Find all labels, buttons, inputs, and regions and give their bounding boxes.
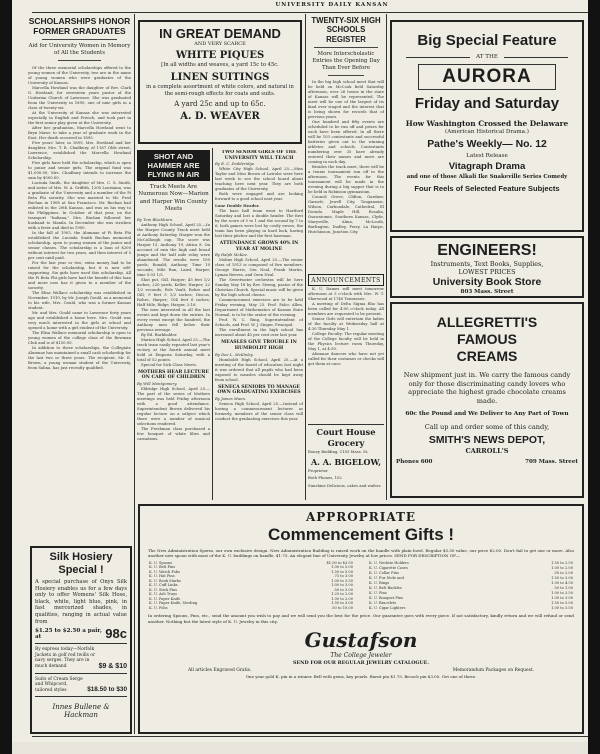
gift-price: 1.50 to 2.50: [551, 561, 573, 566]
gift-name: K. U. Necktie Holders: [369, 561, 409, 566]
feature-reels: Four Reels of Selected Feature Subjects: [414, 184, 560, 193]
bottom-rule: [32, 736, 588, 737]
scholarships-paragraph: In addition to these scholarships, the Collegiate Alumnae has maintained a small cash scholarship for the last two or three years. The recipient, Mr. E. Brown, a young woman student of the University, from Salina, has just recently qualified.: [28, 345, 131, 370]
moline-paragraph: The enrollment in the high school has increased about 40 per cent over last year.: [215, 327, 303, 338]
feature-days: Friday and Saturday: [414, 95, 560, 112]
senior-girls-headline: TWO SENIOR GIRLS OF THE UNIVERSITY WILL TEACH: [221, 150, 297, 161]
gift-price: 1.00 to 5.00: [331, 565, 353, 570]
carrolls-name: CARROLL'S: [465, 447, 509, 456]
gift-price: 1.50 to 3.00: [331, 601, 353, 606]
jackets-description: By express today—Norfolk Jackets in golf red twills or navy serges. They are in much demand: [35, 647, 96, 669]
gift-price: $1.00 to $3.50: [326, 560, 353, 565]
white-piques-heading: WHITE PIQUES: [175, 50, 265, 61]
scholarships-subhead: Aid for University Women in Memory of All the Students: [28, 43, 131, 56]
gift-price: .75 to 3.00: [333, 574, 353, 579]
gift-name: K. U. Book Marks: [149, 578, 181, 583]
gifts-footer: One year gold K. pin in a winner. Bell with gems, key pearls. Burnt pin $1.75, Brooch pin $3.00. Get one of these.: [245, 674, 477, 680]
gift-name: K. U. Belt Buckles: [369, 585, 402, 590]
allegretti-price: 60c the Pound and We Deliver to Any Part of Town: [405, 411, 569, 418]
shot-hammer-byline: By Tom Blackburn.: [137, 216, 174, 222]
moline-headline: ATTENDANCE GROWS 40% IN YEAR AT MOLINE: [219, 241, 299, 252]
seneca-body: [215, 401, 303, 421]
measles-body: [215, 357, 303, 382]
high-schools-headline: TWENTY-SIX HIGH SCHOOLS REGISTER: [311, 16, 381, 44]
gift-name: K. U. Ash Trays: [149, 592, 177, 597]
announcements-section: [308, 274, 384, 422]
shot-hammer-paragraph: By Ed. Burkholder.: [141, 331, 178, 337]
gift-name: K. U. Fur Stole and: [369, 575, 404, 580]
scholarships-paragraph: The Elisa Wallace memorial scholarship is open to young women of the college class of the Bowman Club and is of $150.00.: [28, 330, 131, 345]
moline-paragraph: Prof. W. C. Ring, Superintendent of Schools, and Prof. W. J. Singer, Principal.: [215, 317, 303, 328]
gustafson-tagline: The College Jeweler: [330, 652, 392, 660]
silk-hosiery-ad: [30, 546, 132, 734]
feature-at-the: AT THE: [476, 54, 498, 60]
scholarships-paragraph: The Elisa Wallace scholarship was established in November, 1910, by Mr. Joseph Gould, as a memorial to his wife, Mrs. Gould, who was a former Kansas student.: [28, 290, 131, 310]
scholarships-paragraph: At the University of Kansas she was interested especially in English and French, and took part in the first senior play given at the University.: [28, 110, 131, 125]
announcement-item: Alumnae dancers who have not yet called for their costumes or checks will get them at once.: [308, 351, 384, 366]
mothers-body: [137, 386, 210, 441]
mothers-byline: By Will Montgomery.: [137, 380, 178, 386]
high-schools-paragraph: Council Grove, Clifton, Gardner, Garnett, Jewell City, Tonganoxie, Wilson, Carbondale, Cathedral, El Dorado, Maple Hill, Rosalia, Osawatomie, Southern Kansas, Clyde, Marysville, Alma, McLouth, Burlington, Dudley, Ferry, La Harpe, Hutchinson, Junction City.: [308, 194, 384, 235]
gifts-title1: APPROPRIATE: [305, 510, 417, 524]
double-header-paragraph: The base ball team went to Hartford Saturday and lost a double header. The first by the score of 5 to 1 and the second by 7 to 6; both games were lost by costly errors, the team has been playing in hard luck, having lost their pitcher and the first baseman.: [215, 208, 303, 239]
gift-row: [368, 605, 574, 610]
grocery-address: Roney Building, 1103 Mass. St.: [308, 449, 369, 454]
gift-name: K. U. Watch Fobs: [149, 569, 180, 574]
news-depot-phones: Phones 600: [396, 459, 433, 466]
suits-description: Suits of Cream Serge and Whipcord, tailored styles: [35, 676, 83, 693]
gift-price: 1.00 to 3.00: [551, 595, 573, 600]
scholarships-paragraph: Of the three memorial scholarships offered to the young women of the University, two are in the name of young women who were graduates of the University of Kansas.: [28, 65, 131, 85]
high-schools-body: [308, 79, 384, 234]
gift-name: K. U. Paper Knife, Sterling: [149, 601, 198, 606]
book-store-address: 803 Mass. Street: [460, 289, 514, 295]
vitagraph-drama: Vitagraph Drama: [448, 161, 526, 172]
announcements-body: [308, 286, 384, 366]
masthead: UNIVERSITY DAILY KANSAN: [275, 2, 389, 8]
allegretti-call: Call up and order some of this candy,: [424, 423, 550, 432]
scholarships-paragraph: For the last year or two, extra money had to be raised for the scholarship, but it is now self-supporting. Six girls have used this scholarship. All the Pi Beta Phi girls have had the benefit of this loan and more now has it given to a member of the sorority.: [28, 260, 131, 290]
demand-store: A. D. WEAVER: [180, 111, 260, 123]
feature-film: How Washington Crossed the Delaware: [405, 119, 569, 128]
column-divider-3: [386, 14, 387, 500]
commencement-gifts-ad: [138, 504, 584, 734]
gift-price: 1.50 to 3.00: [551, 575, 573, 580]
linen-suitings-desc: in a complete assortment of white colors, and natural in the semi-rough effects for coats and suits.: [146, 84, 294, 97]
gift-name: K. U. Pins: [369, 590, 387, 595]
left-page-edge: [0, 0, 12, 754]
gift-name: K. U. Rings: [369, 580, 390, 585]
theater-name: AURORA: [418, 64, 556, 90]
seneca-headline: SENECA SENIORS TO MANAGE OWN GRADUATING EXERCISES: [217, 384, 301, 396]
announcement-item: Senior Girls will entertain the ladies of the faculty at Wednesday hall at 4:30 Thursday May 1.: [308, 316, 384, 331]
scholarships-paragraph: Marcella Howland was the daughter of Rev. Clark G. Howland, for seventeen years pastor of the Unitarian Church of Lawrence. She was graduated from the University in 1890, one of nine girls in a class of twenty-six.: [28, 85, 131, 110]
silk-range: $1.25 to $2.50 a pair, at: [35, 628, 102, 641]
shot-hammer-paragraph: The men interested in all the last events and kept down the entries. In every event except the hundred, the Anthony men fell below their previous average.: [137, 306, 210, 332]
gustafson-catalog: SEND FOR OUR REGULAR JEWELRY CATALOGUE.: [292, 660, 429, 667]
demand-price: A yard 25c and up to 65c.: [174, 100, 266, 109]
high-schools-paragraph: One hundred and fifty events are scheduled to be run off and prizes for each have been offered. In all there will be 103 contestants and successful batteries given out to the winning athletes and schools. Contestants numbering over 35 have already entered their names and more are coming in each day.: [308, 119, 384, 165]
shot-hammer-subhead: Track Meets Are Numerous Now—Marion and Harper Win County Meets: [138, 184, 209, 213]
allegretti-creams-ad: [390, 302, 584, 498]
gift-price: .50 to 10.00: [331, 605, 353, 610]
court-house-grocery-ad: [308, 424, 384, 501]
measles-byline: By Dee L. McKinley.: [215, 351, 254, 357]
scholarships-article: [28, 16, 131, 544]
announcement-item: A meeting of Delta Sigma Rho has been called for 4:00 o'clock today. All members are requested to be present.: [308, 301, 384, 316]
linen-suitings-heading: LINEN SUITINGS: [170, 72, 270, 83]
high-schools-article: [308, 16, 384, 270]
measles-headline: MEASLES GIVE TROUBLE IN HUMBOLDT HIGH: [221, 340, 297, 351]
newspaper-page: [12, 0, 588, 742]
allegretti-name: ALLEGRETTI'S: [436, 314, 538, 330]
grocery-owner: A. A. BIGELOW,: [310, 457, 382, 467]
gift-price: 1.50 to 5.00: [551, 600, 573, 605]
feature-headline: Big Special Feature: [417, 32, 557, 49]
silk-description: A special purchase of Onyx Silk Hosiery enables us for a few days only to offer Womens' Silk Hose, black, white, light blue, pink, in fast mercerized shades, in qualities, ranging in actual value from: [35, 579, 127, 625]
allegretti-description: New shipment just in. We carry the famous candy only for those discriminating candy lovers who appreciate the highest grade chocolate creams made.: [403, 371, 571, 405]
allegretti-famous: FAMOUS: [457, 331, 517, 347]
scholarships-paragraph: Five years' later, in 1899, Mrs. Howland and her daughter, Mrs. T. R. Chadbury, of 1187 Olds street, Lawrence, established the Marcella Howland Scholarship.: [28, 140, 131, 160]
great-demand-ad: [138, 20, 302, 144]
alkali-ike-comedy: and one of those Alkali Ike Snakeville Series Comedy: [406, 174, 568, 180]
senior-girls-paragraph: White City High School, April 25.—Miss Taylor and Miss Brown of Latrobe were here last week to see the school board about teaching here next year. They are both graduates of the University.: [215, 166, 303, 192]
gift-name: K. U. Cigarette Cases: [369, 565, 409, 570]
seneca-byline: By James Mann.: [215, 395, 247, 401]
latest-release: Latest Release: [466, 153, 508, 159]
gift-name: K. U. Spoons: [149, 560, 173, 565]
senior-girls-body: [215, 166, 303, 201]
pathe-weekly: Pathe's Weekly— No. 12: [427, 139, 547, 150]
gift-price: 1.25 to 2.00: [331, 592, 353, 597]
seneca-paragraph: Seneca High School, April 25.—Instead of having a commencement lecturer as formerly, members of the senior class will conduct the graduating exercises this year.: [215, 400, 303, 421]
gift-price: 1.00 to 3.00: [331, 583, 353, 588]
shot-hammer-article: [137, 150, 210, 500]
gift-name: K. U. Bracelets: [369, 600, 397, 605]
senior-girls-paragraph: Both were engaged and are looking forward to a good school next year.: [215, 191, 303, 202]
silk-signature: Innes Bullene & Hackman: [52, 703, 110, 720]
gift-price: 1.50 to 5.00: [331, 569, 353, 574]
allegretti-creams: CREAMS: [456, 348, 518, 364]
mothers-paragraph: Eldridge High School, April 25.—The part of the series of Mothers meetings was held Friday afternoon with a good attendance. Superintendent Brown delivered his regular lecture on a subject which there were a number of musical selections rendered.: [137, 385, 210, 426]
high-schools-subhead: More Interscholastic Entries the Opening Day Than Ever Before: [312, 51, 380, 72]
news-depot-address: 709 Mass. Street: [525, 459, 578, 466]
gift-price: 1.00 to 3.50: [331, 578, 353, 583]
measles-paragraph: Humboldt High School, April 25.—At a meeting of the board of education last night it was ordered that all pupils who had been exposed to measles should be kept away from school.: [215, 356, 303, 382]
white-piques-desc: [In all widths and weaves, a yard 15c to 45c.: [161, 62, 279, 68]
demand-subhead: AND VERY SCARCE: [194, 41, 246, 47]
gift-name: K. U. Cigar Lighters: [369, 605, 406, 610]
gift-name: K. U. Stick Pins: [149, 587, 178, 592]
announcements-heading: ANNOUNCEMENTS: [308, 274, 384, 286]
jackets-prices: $9 & $10: [98, 662, 127, 670]
shot-hammer-headline: SHOT AND HAMMER ARE FLYING IN AIR: [137, 150, 210, 181]
column-divider-2: [305, 14, 306, 500]
high-schools-paragraph: Besides the track meet, there will be a tennis tournament run off in the afternoon. The events for this tournament will be made in the evening during a big supper that is to be held in Robinson gymnasium.: [308, 164, 384, 195]
gifts-left-list: [148, 561, 354, 611]
silk-headline: Silk Hosiery Special !: [49, 551, 113, 576]
bottom-page-edge: [12, 742, 588, 754]
grocery-owner-title: Proprietor: [308, 468, 328, 473]
scholarships-paragraph: After her graduation, Marcella Howland went to Bryn Mawr, to take a year of graduate work in the East. Her death occurred in 1895.: [28, 125, 131, 140]
engineers-line2: LOWEST PRICES: [458, 268, 516, 276]
scholarships-paragraph: Lucinda Smith, the daughter of Mrs. C. S. Smith, and sister of Mrs. W. A. Griffith, 1200 Louisiana, was a graduate of the University and a member of the Pi Beta Phi sorority. She was married to Mr. Fred Buchan in 1908 at San Francisco. Mr. Buchan had enlisted in the 20th Kansas, and was on his way to the Philippines. In October of that year, on the transport "Indiana," Mrs. Buchan followed her husband to Manila. In December she was stricken with a fever and died in 1900.: [28, 180, 131, 230]
gift-price: 1.00 to 4.50: [551, 580, 573, 585]
gift-name: K. U. Collar Pins: [369, 570, 399, 575]
gifts-right-list: [368, 561, 574, 611]
feature-film-note: (American Historical Drama.): [445, 129, 529, 135]
moline-paragraph: Moline High School, April 25.—The senior class of 1913 is composed of five members: George Harris, Ora Neal, Frank Martin, Lyman Reeves, and Oren Neal.: [215, 257, 303, 278]
shot-hammer-paragraph: Anthony High School, April 25.—In the Harper County Track meet held at Anthony Saturday, Harper won the McCullough cup. The score was Harper 15, Anthony 19, Attica 8. On account of rain the high and broad jumps and the half mile relay were abandoned. The results were 100 yards, Ronald; Anthony; Time 10 seconds; Mile Run, Laird, Harper, time 5:03 1/5.: [137, 221, 210, 277]
book-store-name: University Book Store: [432, 277, 542, 288]
engineers-ad: [390, 236, 584, 298]
high-schools-paragraph: In the big high school meet that will be held on McCook field Saturday afternoon, over 26 towns in the state of Kansas will be represented. The meet will be one of the largest of its kind ever staged and the interest that is being shown for records that of previous years.: [308, 79, 384, 120]
moline-body: [215, 257, 303, 337]
grocery-phone: Both Phones, 102: [308, 475, 342, 480]
shot-hammer-paragraph: Special for Sick Class Meets.: [141, 361, 198, 367]
aurora-feature-ad: [390, 20, 584, 232]
gifts-title2: Commencement Gifts !: [267, 525, 455, 544]
column-divider-1: [134, 14, 135, 734]
double-header-body: [215, 208, 303, 238]
grocery-name: Court House Grocery: [316, 427, 376, 448]
mothers-headline: MOTHERS HEAR LECTURE ON CARE OF CHILDREN: [137, 369, 210, 381]
silk-price: 98c: [105, 626, 127, 642]
engineers-headline: ENGINEERS!: [437, 242, 537, 259]
shot-hammer-paragraph: Marion High School, April 25.—The track team easily repeated last year's victory at the fourth annual meet held at Emporia Saturday, with a total of 52 points.: [137, 336, 210, 362]
announcement-item: K. U. Dames will meet tomorrow afternoon at 3 o'clock with Mrs. W. T. Sherwood at 1740 Tennessee.: [308, 286, 384, 301]
grocery-tagline: Sunshine Delicious, cakes and wafers: [308, 483, 381, 488]
suits-prices: $18.50 to $30: [87, 686, 127, 694]
moline-paragraph: The Sweetwater orchestra will be here Sunday May 18 by Rev. Streng, pastor of the Christian Church. Special music will be given by the high school chorus.: [215, 277, 303, 298]
moline-byline: By Ralph McKee.: [215, 252, 249, 258]
double-header-headline: Lone Double Header.: [215, 203, 260, 209]
engineers-line1: Instruments, Text Books, Supplies,: [430, 260, 544, 268]
engraved-gratis: All articles Engraved Gratis.: [188, 668, 252, 674]
gift-name: K. U. Cuff Links: [149, 583, 178, 588]
gifts-note: In ordering Spoons, Pins, etc., send the amount you wish to pay and we will send you the best for the price. Our guarantee goes with every piece. If not satisfactory, kindly return and we will refund or send another. Nothing but the latest style of K. U. Jewelry in this city.: [148, 613, 574, 624]
memorandum-packages: Memorandum Packages on Request.: [452, 668, 534, 674]
right-page-edge: [588, 0, 600, 754]
scholarships-headline: SCHOLARSHIPS HONOR FORMER GRADUATES: [28, 16, 131, 36]
gift-name: K. U. Paper Knife: [149, 596, 181, 601]
moline-paragraph: Commencement exercises are to be held Friday evening, May 23. Prof. Falco Allen, Department of Mathematics of Kansas State Normal, is to be the orator of the evening.: [215, 297, 303, 318]
gift-price: .50 to 1.00: [553, 585, 573, 590]
column-divider-4: [212, 148, 213, 500]
mothers-paragraph: The Freshman class purchased a few bouquet of white lilies and carnations.: [137, 425, 210, 441]
announcement-item: College Faculty: The regular meeting of the College faculty will be held in the Physics lecture room Thursday, May 1, at 4:30.: [308, 331, 384, 351]
gift-price: 1.00 to 3.50: [551, 605, 573, 610]
gift-price: 1.00 to 2.00: [331, 596, 353, 601]
senior-girls-byline: By E. C. Dodderidge.: [215, 161, 256, 167]
gifts-intro: The New Administration Sperm, our own exclusive design. New Administration Building is raised work on the handle with plain bowl. Regular $3.50 value, our price $2.00. Don't fail to get one or more. Also another new spoon with most of the K. U. buildings on handle, $1.75. An elegant line of University Jewelry at low prices. SEND FOR DESCRIPTION OF—: [148, 548, 574, 559]
gift-name: K. U. Fobs: [149, 605, 168, 610]
gift-price: 1.00 to 3.50: [551, 590, 573, 595]
scholarships-paragraph: Mr. and Mrs. Gould came to Lawrence forty years ago and established a home here. Mrs. Gould was very much interested in the girls at school and opened a home with a girl student of the University.: [28, 310, 131, 330]
gift-name: K. U. Bouquet Pins: [369, 595, 404, 600]
senior-girls-article: [215, 150, 303, 500]
demand-headline: IN GREAT DEMAND: [159, 26, 281, 41]
scholarships-body: [28, 65, 131, 370]
gift-price: 1.00 to 2.00: [551, 565, 573, 570]
masthead-rule: [32, 12, 588, 13]
gift-name: K. U. Hat Pins: [149, 574, 175, 579]
scholarships-paragraph: Five girls have held the scholarship, which is open to junior and senior girls. The original fund was $1,000.00; Mrs. Chadbury intends to increase the sum by $500.00.: [28, 160, 131, 180]
gift-price: .50 to 2.00: [553, 570, 573, 575]
gustafson-logo: Gustafson: [304, 628, 418, 653]
scholarships-paragraph: In the fall of 1903, the Alumnae of Pi Beta Phi established the Lucinda Smith Buchan memorial scholarship, open to young women of the junior and senior classes. The scholarship is a loan of $200 without interest for two years, and then interest of 5 per cent until paid.: [28, 230, 131, 260]
shot-hammer-body: [137, 222, 210, 367]
shot-hammer-paragraph: Shot put, Gill, Harper; 45 feet 1/2 inches; 220 yards, Keller, Harper; 22 1/2 seconds; Pole Vault, Rohre and Gill; 9 feet 5 1/2 inches; Discus, Rohre, Harper; 104 feet 6 inches; Half Mile, Ridge, Harper, 2:16.: [137, 276, 210, 307]
gift-row: [148, 606, 354, 611]
news-depot-name: SMITH'S NEWS DEPOT,: [428, 435, 546, 447]
gift-price: .50 to 3.00: [333, 587, 353, 592]
gift-name: K. U. Belt Pins: [149, 565, 176, 570]
